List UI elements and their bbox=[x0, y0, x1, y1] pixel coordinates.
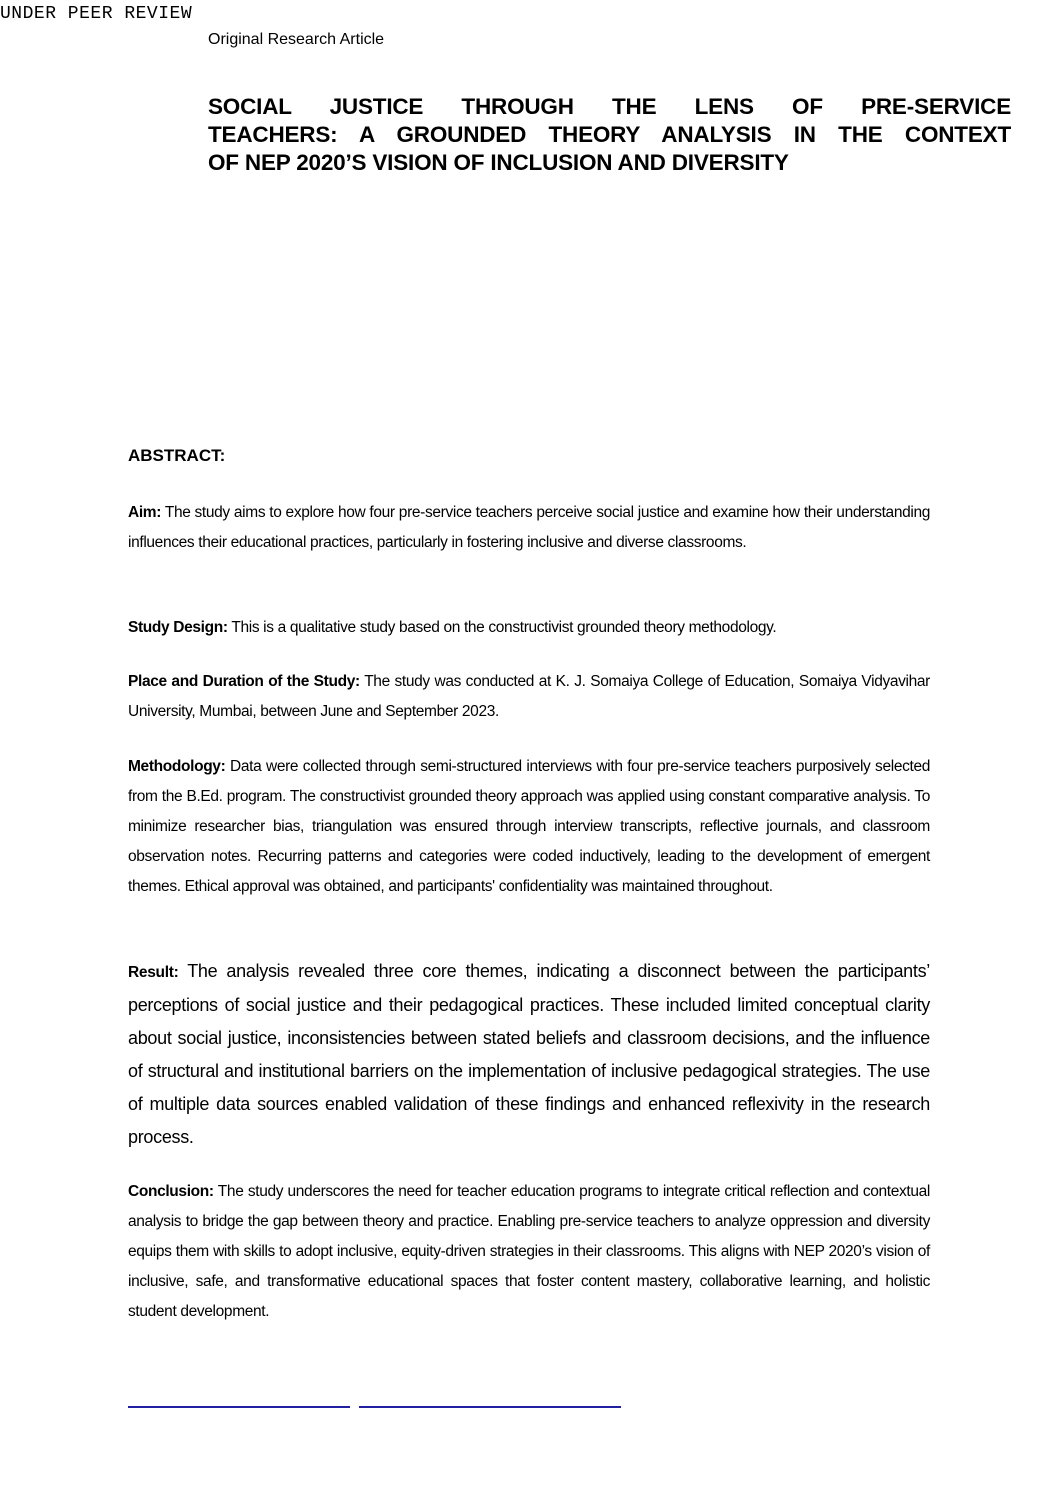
abstract-heading: ABSTRACT: bbox=[128, 446, 226, 465]
abstract-aim bbox=[128, 498, 930, 558]
abstract-result bbox=[128, 955, 930, 1154]
result-text: The analysis revealed three core themes, indicating a disconnect between the participants’ perceptions of social justice and their pedagogical practices. These included limited conceptual clarity about social justice, inconsistencies between stated beliefs and classroom decisions, and the influence of structural and institutional barriers on the implementation of inclusive pedagogical strategies. The use of multiple data sources enabled validation of these findings and enhanced reflexivity in the research process. bbox=[128, 961, 930, 1147]
aim-text: The study aims to explore how four pre-service teachers perceive social justice and examine how their understanding influences their educational practices, particularly in fostering inclusive and diverse classrooms. bbox=[128, 504, 930, 551]
methodology-text: Data were collected through semi-structured interviews with four pre-service teachers purposively selected from the B.Ed. program. The constructivist grounded theory approach was applied using constant comparative analysis. To minimize researcher bias, triangulation was ensured through interview transcripts, reflective journals, and classroom observation notes. Recurring patterns and categories were coded inductively, leading to the development of emergent themes. Ethical approval was obtained, and participants' confidentiality was maintained throughout. bbox=[128, 758, 930, 895]
title-line-1: SOCIAL JUSTICE THROUGH THE LENS OF PRE-SERVICE bbox=[208, 94, 1011, 119]
place-duration-text: The study was conducted at K. J. Somaiya College of Education, Somaiya Vidyavihar University, Mumbai, between June and September 2023. bbox=[128, 673, 930, 720]
conclusion-text: The study underscores the need for teacher education programs to integrate critical reflection and contextual analysis to bridge the gap between theory and practice. Enabling pre-service teachers to analyze oppression and diversity equips them with skills to adopt inclusive, equity-driven strategies in their classrooms. This aligns with NEP 2020’s vision of inclusive, safe, and transformative educational spaces that foster content mastery, collaborative learning, and holistic student development. bbox=[128, 1183, 930, 1320]
study-design-text: This is a qualitative study based on the constructivist grounded theory methodology. bbox=[227, 619, 777, 636]
article-type-label: Original Research Article bbox=[208, 31, 385, 48]
paper-title bbox=[208, 93, 1011, 177]
footnote-link-underline-2[interactable] bbox=[359, 1406, 621, 1408]
methodology-label: Methodology: bbox=[128, 758, 226, 775]
abstract-methodology bbox=[128, 752, 930, 902]
footnote-link-underline-1[interactable] bbox=[128, 1406, 350, 1408]
conclusion-label: Conclusion: bbox=[128, 1183, 214, 1200]
abstract-place-duration bbox=[128, 667, 930, 727]
result-label: Result: bbox=[128, 964, 179, 981]
place-duration-label: Place and Duration of the Study: bbox=[128, 673, 360, 690]
under-review-watermark: UNDER PEER REVIEW bbox=[0, 4, 193, 24]
aim-label: Aim: bbox=[128, 504, 162, 521]
title-line-2: TEACHERS: A GROUNDED THEORY ANALYSIS IN THE CONTEXT bbox=[208, 122, 1011, 147]
abstract-study-design bbox=[128, 613, 930, 643]
abstract-conclusion bbox=[128, 1177, 930, 1327]
study-design-label: Study Design: bbox=[128, 619, 228, 636]
title-line-3: OF NEP 2020’S VISION OF INCLUSION AND DIVERSITY bbox=[208, 150, 789, 175]
